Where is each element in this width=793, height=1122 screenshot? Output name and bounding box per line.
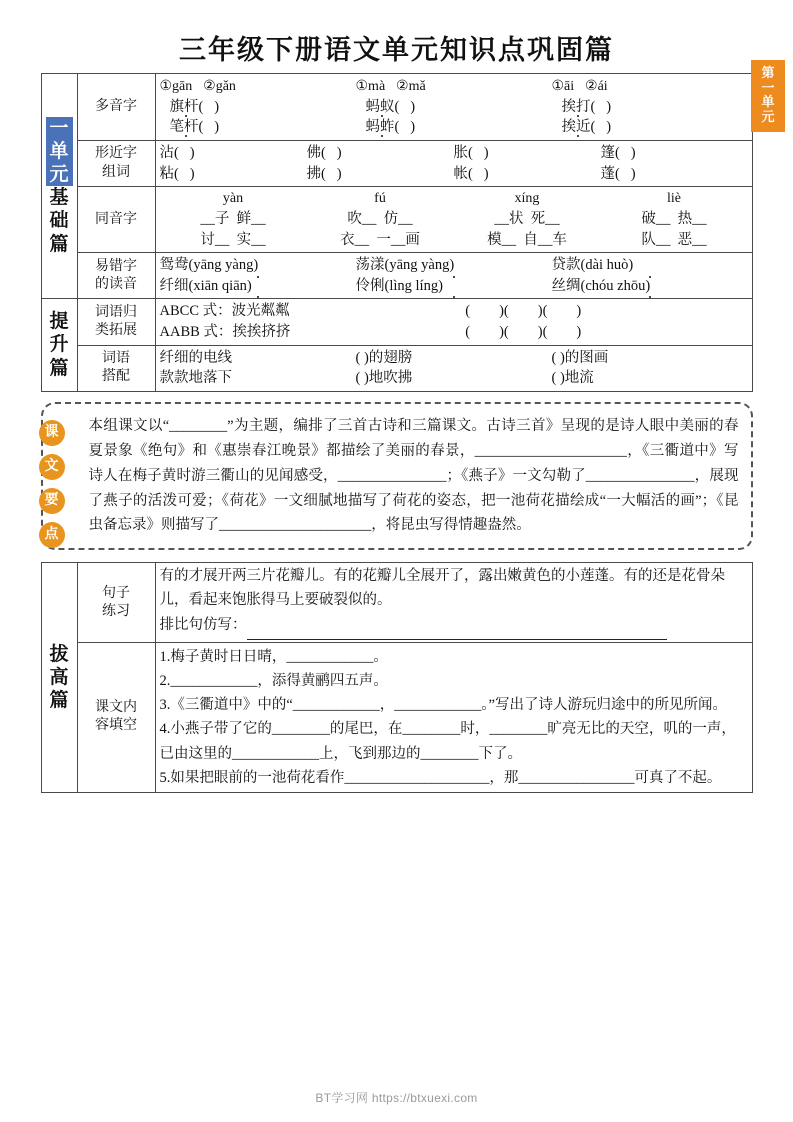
side-char-unit-3: 元 xyxy=(46,163,73,186)
char-bottom: 帐( xyxy=(453,165,473,182)
side-char-unit-2: 单 xyxy=(46,140,73,163)
cell-sentence xyxy=(155,563,752,643)
row-label-text: 同音字 xyxy=(95,211,137,227)
badge-yao: 要 xyxy=(39,488,65,514)
paren-close: ) xyxy=(214,98,220,115)
xingjinzi-pair: 沾( ) 粘( ) xyxy=(159,145,195,182)
row-label-text: 多音字 xyxy=(95,98,137,114)
row-label-text: 搭配 xyxy=(102,369,130,385)
advanced-table xyxy=(41,562,753,792)
side-label-basic xyxy=(41,74,77,299)
row-label-text: 易错字 xyxy=(95,258,137,274)
yicuozi-item xyxy=(356,255,552,296)
table-row xyxy=(41,563,752,643)
word-bottom: 挨近( xyxy=(561,119,596,136)
row-label-dapei xyxy=(77,345,155,391)
row-label-text: 形近字 xyxy=(95,146,137,162)
badge-ke: 课 xyxy=(39,420,65,446)
paren-close: ) xyxy=(606,119,612,136)
cell-guilei xyxy=(155,299,752,345)
dapei-item: 纤细的电线 xyxy=(159,349,232,366)
char-top: 胀( xyxy=(453,145,473,162)
word-top: 贷款(dài huò) xyxy=(552,255,748,276)
table-row xyxy=(41,253,752,299)
fill-item: 3.《三衢道中》中的“____________，____________。”写出了诗人游玩归途中的所见所闻。 xyxy=(159,697,727,714)
sentence-prompt: 排比句仿写： xyxy=(159,616,247,633)
char-top: 沾( xyxy=(159,145,179,162)
dapei-item: ( )地流 xyxy=(551,370,594,387)
yicuozi-item xyxy=(160,255,356,296)
badge-wen: 文 xyxy=(39,454,65,480)
side-char-promote-1: 提 xyxy=(49,311,69,333)
word-top: 挨打( xyxy=(561,98,596,115)
word-top: 鸳鸯(yāng yàng) xyxy=(160,255,356,276)
row-label-text: 词语归 xyxy=(95,304,137,320)
table-row xyxy=(41,299,752,345)
footer-watermark: BT学习网 https://btxuexi.com xyxy=(315,1091,478,1105)
xingjinzi-pair: 胀( ) 帐( ) xyxy=(453,145,489,182)
unit-badge-char-4: 元 xyxy=(761,108,775,124)
blank-item: 实__ xyxy=(236,231,266,248)
dapei-item: ( )的翅膀 xyxy=(355,349,413,366)
pinyin: yàn xyxy=(222,191,244,207)
row-label-xingjinzi xyxy=(77,141,155,187)
table-row xyxy=(41,345,752,391)
side-char-promote-2: 升 xyxy=(49,334,69,356)
badge-dian: 点 xyxy=(39,522,65,548)
side-char-basic-1: 基 xyxy=(49,187,69,209)
cell-tongyinzi xyxy=(155,187,752,253)
char-bottom: 粘( xyxy=(159,165,179,182)
pattern-abcc-blanks: ( )( )( ) xyxy=(465,303,582,320)
side-char-basic-3: 篇 xyxy=(49,233,69,255)
blank-item: 热__ xyxy=(677,211,707,228)
key-points-badges xyxy=(35,420,69,556)
blank-item: 模__ xyxy=(487,231,517,248)
table-row xyxy=(41,74,752,141)
blank-item: 恶__ xyxy=(677,231,707,248)
key-points-paragraph: 本组课文以“________”为主题，编排了三首古诗和三篇课文。古诗三首》呈现的是诗人眼中美丽的春夏景象《绝句》和《惠崇春江晚景》都描绘了美丽的春景，_____________________，《三衢道中》写诗人在梅子黄时游三衢山的见闻感受，_______________；《燕子》一文勾勒了_______________，展现了燕子的活泼可爱；《荷花》一文细腻地描写了荷花的姿态，把一池荷花描绘成“一大幅活的画”；《昆虫备忘录》则描写了_____________________，将昆虫写得情趣盎然。 xyxy=(41,402,753,551)
side-char-adv-2: 高 xyxy=(49,666,69,688)
dapei-row xyxy=(160,348,748,369)
cell-fill-in-blanks xyxy=(155,643,752,792)
dapei-item: 款款地落下 xyxy=(159,370,232,387)
row-label-guilei xyxy=(77,299,155,345)
row-label-text: 的读音 xyxy=(95,276,137,292)
unit-badge-char-2: 一 xyxy=(761,79,775,95)
table-row xyxy=(41,141,752,187)
xingjinzi-pair: 篷( ) 蓬( ) xyxy=(600,145,636,182)
blank-item: 队__ xyxy=(641,231,671,248)
fill-item: 1.梅子黄时日日晴，____________。 xyxy=(159,649,388,666)
blank-item: 破__ xyxy=(641,211,671,228)
row-label-text: 类拓展 xyxy=(95,322,137,338)
blank-item: __子 xyxy=(200,211,230,228)
blank-item: 仿__ xyxy=(383,211,413,228)
word-top: 旗杆( xyxy=(169,98,204,115)
paren-close: ) xyxy=(410,98,416,115)
word-top: 蚂蚁( xyxy=(365,98,400,115)
char-bottom: 蓬( xyxy=(600,165,620,182)
duoyinzi-group xyxy=(552,76,748,138)
pattern-aabb: AABB 式：挨挨挤挤 xyxy=(159,323,291,340)
pattern-aabb-blanks: ( )( )( ) xyxy=(465,323,582,340)
duoyinzi-group xyxy=(356,76,552,138)
dapei-item: ( )地吹拂 xyxy=(355,370,413,387)
blank-item: 吹__ xyxy=(347,211,377,228)
side-char-basic-2: 础 xyxy=(49,210,69,232)
pinyin-1: ①mà xyxy=(355,79,386,94)
pinyin: liè xyxy=(667,191,681,207)
dapei-item: ( )的图画 xyxy=(551,349,609,366)
row-label-duoyinzi xyxy=(77,74,155,141)
blank-item: 死__ xyxy=(530,211,560,228)
unit-badge-char-3: 单 xyxy=(761,94,775,110)
dapei-row xyxy=(160,368,748,389)
table-row xyxy=(41,187,752,253)
row-label-text: 组词 xyxy=(102,164,130,180)
sentence-sample: 有的才展开两三片花瓣儿。有的花瓣儿全展开了，露出嫩黄色的小莲蓬。有的还是花骨朵儿，看起来饱胀得马上要破裂似的。 xyxy=(159,568,725,608)
pinyin-2: ②mǎ xyxy=(396,79,426,94)
xingjinzi-pair: 佛( ) 拂( ) xyxy=(306,145,342,182)
table-row xyxy=(41,643,752,792)
side-char-adv-1: 拔 xyxy=(49,643,69,665)
word-bottom: 丝绸(chóu zhōu) xyxy=(552,276,748,297)
row-label-text: 容填空 xyxy=(95,718,137,734)
unit-badge xyxy=(751,60,785,132)
blank-item: 一__画 xyxy=(376,231,420,248)
paren-close: ) xyxy=(214,119,220,136)
sentence-answer-blank[interactable] xyxy=(247,612,667,641)
pattern-abcc: ABCC 式：波光粼粼 xyxy=(159,303,290,320)
char-top: 佛( xyxy=(306,145,326,162)
fill-item: 4.小燕子带了它的________的尾巴，在________时，________旷亮无比的天空，叽的一声，已由这里的____________上，飞到那边的________下了。 xyxy=(159,721,736,762)
row-label-text: 练习 xyxy=(102,603,130,619)
pinyin-2: ②ái xyxy=(585,79,608,94)
char-top: 篷( xyxy=(600,145,620,162)
side-label-advanced xyxy=(41,563,77,792)
basics-table xyxy=(41,73,753,392)
word-bottom: 伶俐(lìng líng) xyxy=(356,276,552,297)
tongyinzi-group xyxy=(601,189,748,250)
word-bottom: 笔杆( xyxy=(169,119,204,136)
paren-close: ) xyxy=(606,98,612,115)
pinyin: fú xyxy=(374,191,386,207)
side-label-promote xyxy=(41,299,77,391)
row-label-text: 词语 xyxy=(102,350,130,366)
fill-item: 5.如果把眼前的一池荷花看作____________________，那________________可真了不起。 xyxy=(159,769,722,786)
pinyin-1: ①āi xyxy=(551,79,575,94)
cell-duoyinzi xyxy=(155,74,752,141)
tongyinzi-group xyxy=(454,189,601,250)
cell-yicuozi xyxy=(155,253,752,299)
cell-xingjinzi xyxy=(155,141,752,187)
word-bottom: 蚂蚱( xyxy=(365,119,400,136)
word-top: 荡漾(yāng yàng) xyxy=(356,255,552,276)
row-label-text: 课文内 xyxy=(95,700,137,716)
side-char-unit-1: 一 xyxy=(46,117,73,140)
row-label-tongyinzi xyxy=(77,187,155,253)
row-label-fill xyxy=(77,643,155,792)
yicuozi-item xyxy=(552,255,748,296)
pinyin: xíng xyxy=(514,191,540,207)
blank-item: __状 xyxy=(494,211,524,228)
cell-dapei xyxy=(155,345,752,391)
tongyinzi-group xyxy=(160,189,307,250)
row-label-text: 句子 xyxy=(102,585,130,601)
tongyinzi-group xyxy=(307,189,454,250)
blank-item: 鲜__ xyxy=(236,211,266,228)
side-char-adv-3: 篇 xyxy=(49,690,69,712)
side-char-promote-3: 篇 xyxy=(49,357,69,379)
fill-item: 2.____________，添得黄鹂四五声。 xyxy=(159,673,388,690)
blank-item: 衣__ xyxy=(340,231,370,248)
pinyin-1: ①gān xyxy=(159,79,193,94)
word-bottom: 纤细(xiān qiān) xyxy=(160,276,356,297)
paren-close: ) xyxy=(410,119,416,136)
blank-item: 自__车 xyxy=(523,231,567,248)
char-bottom: 拂( xyxy=(306,165,326,182)
key-points-section xyxy=(41,402,753,551)
row-label-sentence xyxy=(77,563,155,643)
duoyinzi-group xyxy=(160,76,356,138)
row-label-yicuozi xyxy=(77,253,155,299)
unit-badge-char-1: 第 xyxy=(761,65,775,80)
blank-item: 讨__ xyxy=(200,231,230,248)
page-title: 三年级下册语文单元知识点巩固篇 xyxy=(179,35,614,65)
pinyin-2: ②gǎn xyxy=(203,79,236,94)
